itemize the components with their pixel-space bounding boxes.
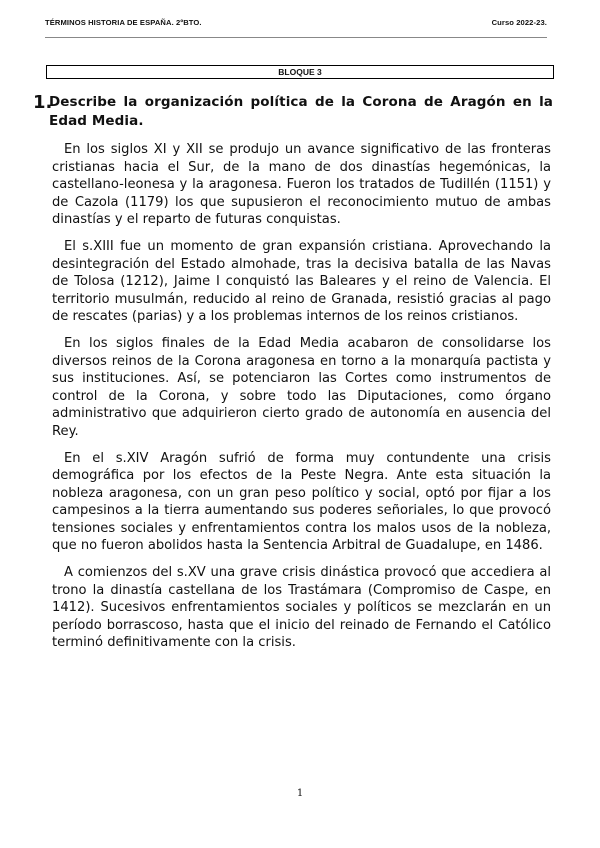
header-divider <box>45 37 547 38</box>
answer-body <box>52 141 551 661</box>
block-title-box <box>46 65 554 79</box>
page-number: 1 <box>296 788 304 799</box>
paragraph: En los siglos finales de la Edad Media acabaron de consolidarse los diversos reinos de la Corona aragonesa en torno a la monarquía pactista y sus instituciones. Así, se potenciaron las Cortes como instrumentos de control de la Corona, y sobre todo las Diputaciones, como órgano administrativo que adquirieron cierto grado de autonomía en ausencia del Rey. <box>52 336 551 439</box>
paragraph: En el s.XIV Aragón sufrió de forma muy contundente una crisis demográfica por los efectos de la Peste Negra. Ante esta situación la nobleza aragonesa, con un gran peso político y social, optó por fijar a los campesinos a la tierra aumentando sus poderes señoriales, lo que provocó tensiones sociales y enfrentamientos contra los malos usos de la nobleza, que no fueron abolidos hasta la Sentencia Arbitral de Guadalupe, en 1486. <box>52 450 551 553</box>
header-course-title: TÉRMINOS HISTORIA DE ESPAÑA. 2ºBTO. <box>45 18 202 27</box>
question-heading <box>33 93 553 131</box>
question-number: 1. <box>33 92 53 113</box>
paragraph: A comienzos del s.XV una grave crisis dinástica provocó que accediera al trono la dinastía castellana de los Trastámara (Compromiso de Caspe, en 1412). Sucesivos enfrentamientos sociales y políticos se mezclarán en un período borrascoso, hasta que el inicio del reinado de Fernando el Católico terminó definitivamente con la crisis. <box>52 565 551 650</box>
paragraph: En los siglos XI y XII se produjo un avance significativo de las fronteras cristianas hacia el Sur, de la mano de dos dinastías hegemónicas, la castellano-leonesa y la aragonesa. Fueron los tratados de Tudillén (1151) y de Cazola (1179) los que supusieron el reconocimiento mutuo de ambas dinastías y el reparto de futuras conquistas. <box>52 142 551 227</box>
header-school-year: Curso 2022-23. <box>491 18 547 27</box>
question-text: Describe la organización política de la Corona de Aragón en la Edad Media. <box>49 94 553 129</box>
block-title: BLOQUE 3 <box>278 67 322 77</box>
page-header <box>45 18 547 27</box>
paragraph: El s.XIII fue un momento de gran expansión cristiana. Aprovechando la desintegración del Estado almohade, tras la decisiva batalla de las Navas de Tolosa (1212), Jaime I conquistó las Baleares y el reino de Valencia. El territorio musulmán, reducido al reino de Granada, resistió gracias al pago de rescates (parias) y a los problemas internos de los reinos cristianos. <box>52 239 551 324</box>
